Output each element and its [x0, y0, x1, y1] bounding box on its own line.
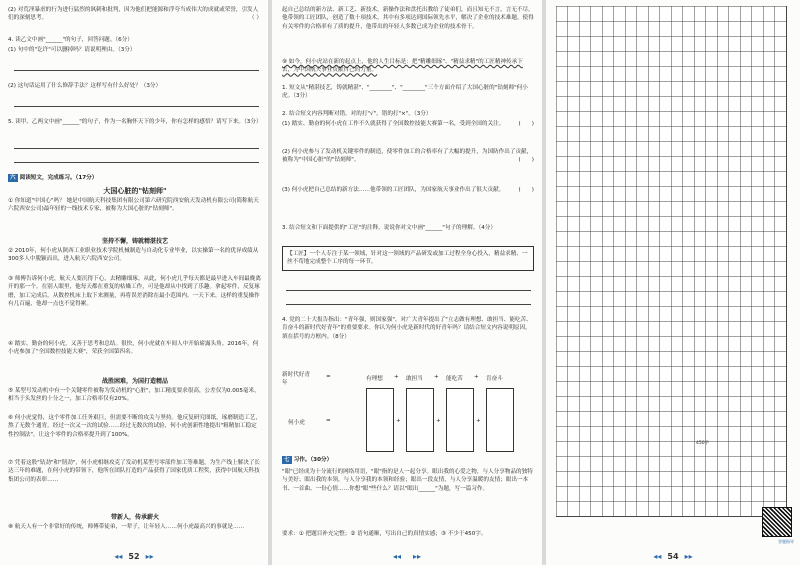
paragraph-8: ⑧ 航天人有一个非常好的传统，师傅带徒弟，一辈子，让年轻人……何小虎最高兴的事就是…… [8, 524, 245, 530]
page-number-54: ◂◂ 54 ▸▸ [653, 552, 693, 561]
question-4-2: (2) 这句话运用了什么修辞手法？这样写有什么好处？（3分） [8, 83, 162, 89]
definition-box: 【工匠】一个人专注于某一领域，针对这一领域的产品研发或加工过程全身心投入，精益求精、一丝不苟地完成整个工序的每一环节。 [282, 246, 534, 271]
section-7-header: 七 习作。（30分） [284, 457, 333, 463]
p2-question-2-3: (3) 何小虎把自己总结的新方法……他带领的工匠团队，为国家航天事业作出了很大贡献。 ( ) [282, 187, 534, 193]
subheading-3: 带新人，传承薪火 [110, 514, 159, 521]
composition-grid[interactable] [556, 6, 787, 517]
paragraph-3: ③ 师傅告诉何小虎，航天人要沉得下心，去精雕细琢。从此，何小虎几乎每天都是最早进入车间最晚离开的那一个。在别人眼里，他每天都在重复的枯燥工作，可是他却从中找到了乐趣。拿起零件，反复琢磨，加工完成后，从数控机床上取下来测量，再将误差消除在最小范围内。一天下来，这样的重复操作有几百遍，他却一点也不觉得累。 [8, 276, 261, 308]
qr-caption: 答题指导 [778, 539, 794, 544]
page-middle [272, 0, 542, 565]
page-left [0, 0, 268, 565]
p2-question-2: 2. 结合短文内容判断对错，对的打"√"，错的打"×"。（3分） [282, 111, 432, 117]
plus-sign: + [434, 374, 439, 380]
prev-page-icon[interactable]: ◂◂ [653, 552, 662, 561]
article-continuation: 起自己总结的新方法、新工艺、新技术，新操作法和盘托出教给了徒弟们，而且知无不言，言无不尽，他带领的工匠团队，创造了数十项技术，其中有多项达到国际领先水平，解决了企业的技术难题，使得有关零件的合格率有了质的提升，他带出的年轻人多数已成为企业的技术骨干。 [282, 7, 534, 30]
paragraph-1: ① 你知道"中国心"吗？ 她是中国航天科技集团有限公司第六研究院西安航天发动机有限公司(简称航天六院西安公司)最年轻的一线技术专家，被称为大国心脏的"钻刻师"。 [8, 198, 259, 213]
question-4-1: (1) 句中的"讫许"可以删掉吗？请说明理由。（3分） [8, 47, 136, 53]
answer-line[interactable] [14, 70, 259, 71]
answer-box-2[interactable] [406, 388, 434, 452]
diagram-item-1: 有理想 [366, 376, 383, 382]
next-page-icon[interactable]: ▸▸ [413, 552, 422, 561]
prev-page-icon[interactable]: ◂◂ [114, 552, 123, 561]
p2-question-1: 1. 短文从"精湛技艺，铸就精湛"、"________"、"________"三个方面介绍了大国心脏的"钻刻师"何小虎。（3分） [282, 85, 528, 100]
page-right [546, 0, 800, 565]
paragraph-2: ② 2010年，何小虎从陕西工业职业技术学院机械制造与自动化专业毕业，以实操第一名的优异成绩从300多人中脱颖而出，进入航天六院西安公司。 [8, 248, 259, 263]
section-number: 六 [10, 175, 16, 181]
qr-code-icon[interactable] [762, 507, 792, 537]
equals-sign: = [326, 418, 331, 424]
answer-line[interactable] [14, 148, 259, 149]
paragraph-5: ⑤ 某型号发动机中有一个关键零件被称为发动机的"心脏"，加工精度要求很高，公差仅为0.005毫米，相当于头发丝的十分之一，加工合格率仅有20%。 [8, 388, 260, 403]
answer-box-3[interactable] [446, 388, 474, 452]
answer-box-4[interactable] [486, 388, 514, 452]
diagram-label-top: 新时代好青年 [282, 372, 310, 386]
subheading-2: 战胜困难，为国打造精品 [101, 378, 168, 385]
p2-question-4: 4. 党的二十大报告指出："青年强，则国家强"，对广大青年提出了"立志做有理想、敢担当、能吃苦、肯奋斗的新时代好青年"的重要要求。你认为何小虎是新时代的好青年吗？请结合短文内容说明原因，填在括号的方框内。（8分） [282, 317, 532, 340]
diagram-item-2: 敢担当 [406, 376, 423, 382]
next-page-icon[interactable]: ▸▸ [145, 552, 154, 561]
next-page-icon[interactable]: ▸▸ [684, 552, 693, 561]
paragraph-9: ⑨ 如今，何小虎站在新的起点上，他的人生目标是：把"精雕细琢"、"精益求精"的工匠精神传承下去，为中国航天事业贡献自己的力量。 [282, 59, 523, 74]
equals-sign: = [326, 374, 331, 380]
word-count-marker: 450字 [696, 441, 710, 446]
answer-line[interactable] [286, 290, 531, 291]
prev-page-icon[interactable]: ◂◂ [392, 552, 401, 561]
section-number: 七 [284, 457, 290, 463]
composition-requirements: 要求：① 把题目补充完整；② 语句通顺，写出自己的真情实感；③ 不少于450字。 [282, 531, 487, 537]
paragraph-6: ⑥ 何小虎觉得，这个零件加工任务艰巨，但需要不断的攻关与坚持。他反复研究图纸，琢磨制造工艺，熬了无数个通宵，经过一次又一次的试验……经过无数次的试验，何小虎创新性地提出"粗精加工稳定性控制法"，让这个零件的合格率提升到了100%。 [8, 415, 261, 438]
plus-sign: + [394, 374, 399, 380]
subheading-1: 坚持不懈，铸就精湛技艺 [101, 238, 168, 245]
plus-sign: + [436, 418, 441, 424]
plus-sign: + [396, 418, 401, 424]
answer-line[interactable] [286, 304, 531, 305]
answer-line[interactable] [14, 162, 259, 163]
page-nav-middle [272, 552, 542, 561]
paragraph-7: ⑦ 凭着这股"钻劲"和"韧劲"，何小虎相继攻克了发动机某型号零部件加工等难题，为生产线上解决了长达三年的难题，在何小虎的带领下，他所在团队打造的产品获得了国家优质工程奖，获得中国航天科技集团公司的表彰…… [8, 460, 261, 483]
plus-sign: + [476, 418, 481, 424]
diagram-label-bottom: 何小虎 [288, 420, 305, 426]
diagram-item-3: 能吃苦 [446, 376, 463, 382]
page-number-52: ◂◂ 52 ▸▸ [114, 552, 154, 561]
p2-question-2-1: (1) 踏实、勤奋的何小虎在工作不久就获得了全国数控技能大赛第一名，受到全国的关注。 ( ) [282, 121, 534, 127]
comparison-diagram [282, 366, 534, 452]
section-6-header: 六 阅读短文，完成练习。（17分） [10, 175, 98, 181]
question-5: 5. 读甲、乙两文中画"______"的句子，作为一名胸怀天下的少年，你有怎样的感悟？请写下来。（3分） [8, 119, 262, 125]
plus-sign: + [474, 374, 479, 380]
question-4: 4. 读乙文中画"______"的句子，回答问题。（6分） [8, 37, 133, 43]
q3-tail: (2) 对荒淫暴虐的行为进行猛烈的讽刺和批判，因为他们把能源和浮夸当成伟大的成就或荣誉，引发人们的深刻思考。 （ ） [8, 7, 262, 22]
paragraph-4: ④ 踏实、勤奋的何小虎，又善于思考和总结。很快，何小虎就在车间人中开始崭露头角。2016年，何小虎参加了"全国数控技能大赛"，荣获全国第四名。 [8, 341, 259, 356]
article-title: 大国心脏的"钻刻师" [103, 187, 167, 195]
answer-line[interactable] [14, 106, 259, 107]
p2-question-3: 3. 结合短文和下面提供的"工匠"的注释，说说你对文中画"______"句子的理解。（4分） [282, 225, 496, 231]
p2-question-2-2: (2) 何小虎参与了发动机关键零件的制造，使零件加工的合格率有了大幅的提升，为国防作出了贡献，被称为"中国心脏"的"钻刻师"。 ( ) [282, 149, 534, 164]
composition-prompt: "眼"已经成为十分流行的网络用语，"眼"指的是人一起分享。眼出我的心爱之物，与人分享物品的独特与美好；眼出我的本领，与人分享我的本领和经验；眼出一段友情，与人分享温暖的友情；眼出一本书、一首曲、一份心情……你想"眼"些什么？请以"眼出______"为题，写一篇习作。 [282, 469, 533, 492]
answer-box-1[interactable] [366, 388, 394, 452]
diagram-item-4: 肯奋斗 [486, 376, 503, 382]
